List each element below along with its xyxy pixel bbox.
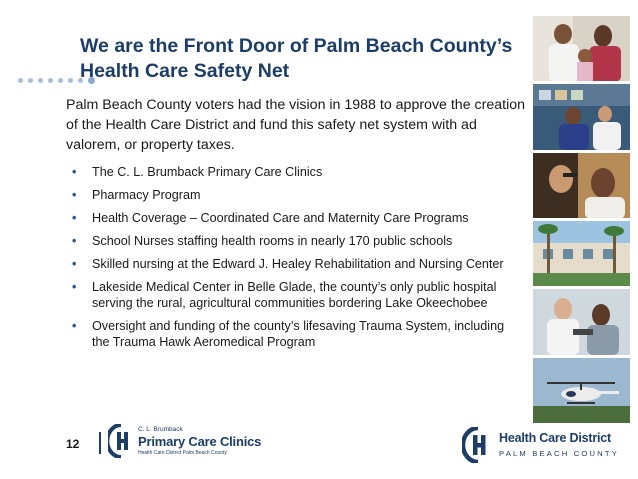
bullet-icon: • [72, 234, 77, 248]
photo-helicopter [533, 358, 630, 423]
list-item-text: Health Coverage – Coordinated Care and Maternity Care Programs [92, 211, 469, 225]
health-care-district-logo [462, 427, 632, 467]
list-item [72, 164, 520, 180]
list-item [72, 233, 520, 249]
photo-doctor-mother-child [533, 16, 630, 81]
program-list [72, 164, 520, 357]
h-cross-logo-icon [462, 427, 494, 463]
list-item [72, 256, 520, 272]
photo-nurse-patient [533, 289, 630, 354]
bullet-icon: • [72, 257, 77, 271]
clinic-logo-tagline: Health Care District Palm Beach County [138, 450, 227, 456]
slide-title: We are the Front Door of Palm Beach County’s Health Care Safety Net [80, 35, 513, 82]
bullet-icon: • [72, 165, 77, 179]
intro-paragraph: Palm Beach County voters had the vision in 1988 to approve the creation of the Health Care District and fund this safety net system with ad valorem, or property taxes. [66, 97, 526, 153]
list-item [72, 318, 520, 350]
list-item-text: Lakeside Medical Center in Belle Glade, the county’s only public hospital serving the rural, agricultural communities bordering Lake Okeechobee [92, 280, 497, 310]
bullet-icon: • [72, 319, 77, 333]
clinic-logo-line2: Primary Care Clinics [138, 434, 262, 449]
photo-pharmacy [533, 84, 630, 149]
list-item [72, 210, 520, 226]
bullet-icon: • [72, 188, 77, 202]
h-cross-logo-icon [108, 424, 134, 458]
photo-building [533, 221, 630, 286]
district-logo-subtitle: PALM BEACH COUNTY [499, 449, 619, 458]
photo-eye-exam [533, 153, 630, 218]
clinic-logo-line1: C. L. Brumback [138, 426, 183, 433]
list-item-text: The C. L. Brumback Primary Care Clinics [92, 165, 323, 179]
photo-strip [533, 16, 630, 423]
page-number: 12 [66, 437, 80, 451]
list-item-text: Pharmacy Program [92, 188, 201, 202]
bullet-icon: • [72, 211, 77, 225]
list-item-text: Skilled nursing at the Edward J. Healey Rehabilitation and Nursing Center [92, 257, 504, 271]
footer-divider [99, 432, 101, 454]
list-item-text: Oversight and funding of the county’s lifesaving Trauma System, including the Trauma Hawk Aeromedical Program [92, 319, 505, 349]
list-item-text: School Nurses staffing health rooms in nearly 170 public schools [92, 234, 453, 248]
bullet-icon: • [72, 280, 77, 294]
list-item [72, 279, 520, 311]
clinic-logo [108, 424, 262, 464]
district-logo-name: Health Care District [499, 431, 612, 445]
list-item [72, 187, 520, 203]
